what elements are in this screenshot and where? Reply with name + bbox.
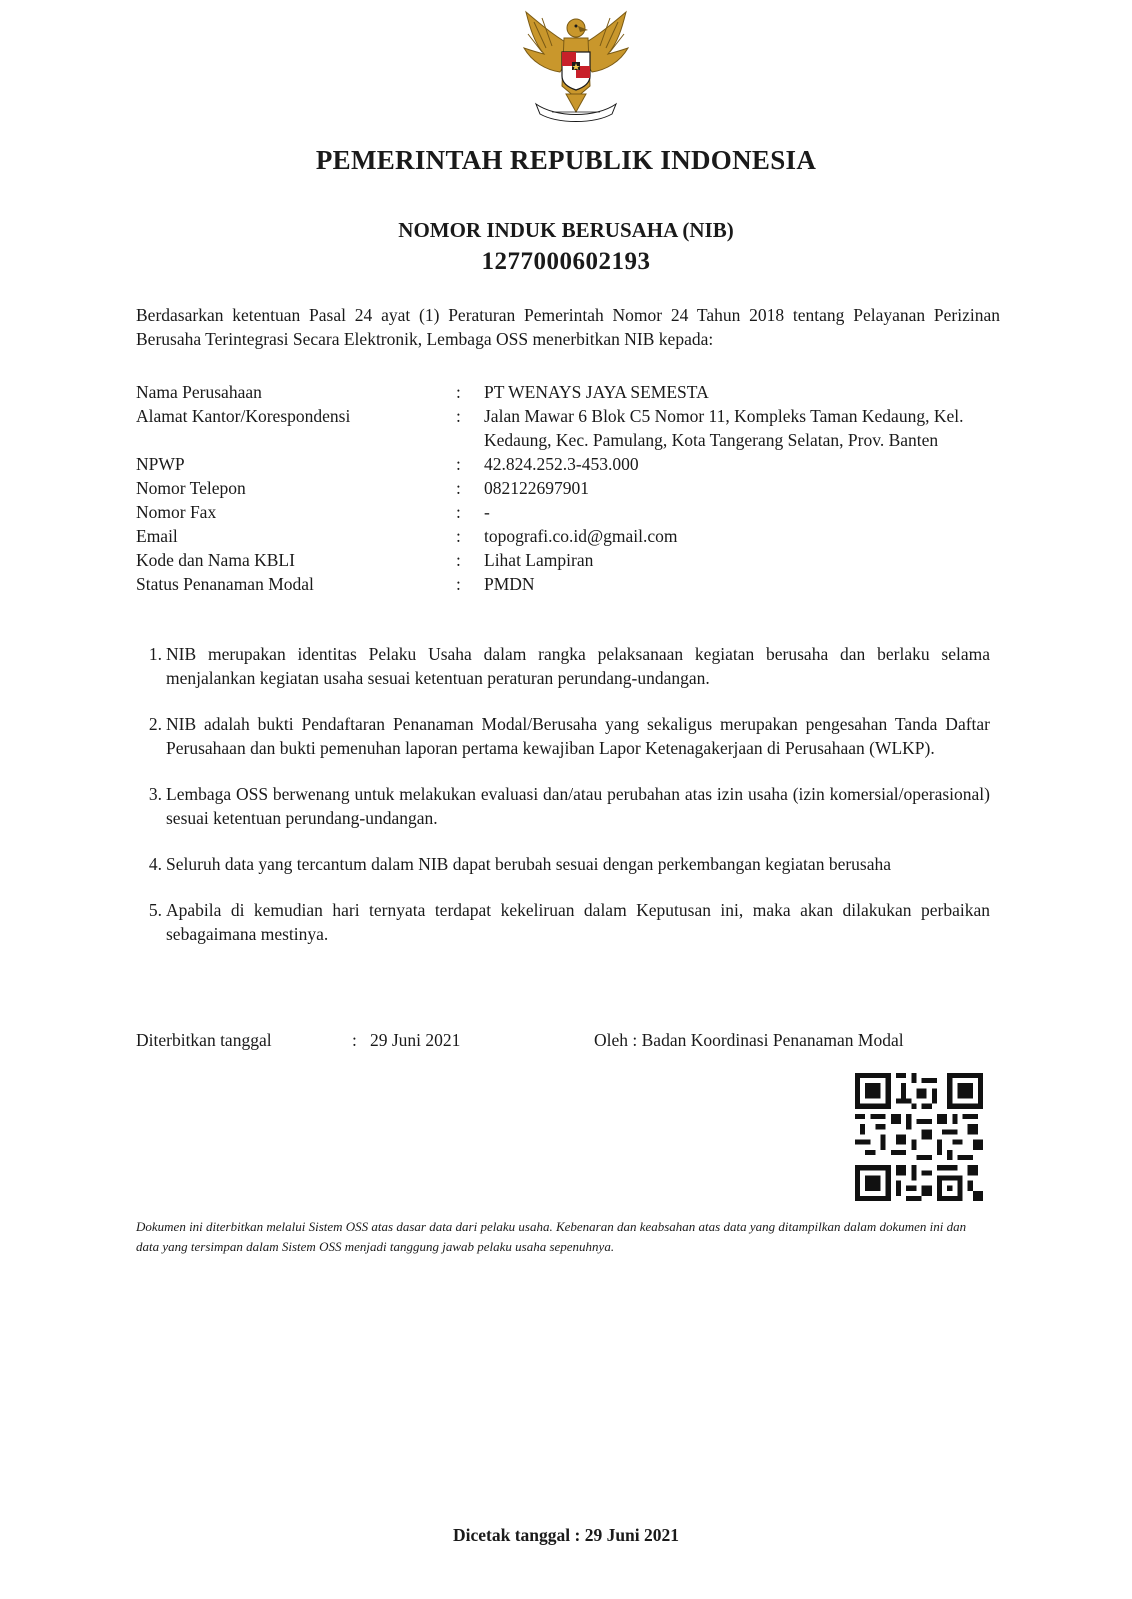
info-colon: : [456,526,461,546]
info-value: 42.824.252.3-453.000 [484,454,639,474]
issued-date-colon: : [352,1030,357,1050]
info-row-company-name [136,380,1000,404]
note-item [136,898,990,946]
info-colon: : [456,574,461,594]
issued-date-label: Diterbitkan tanggal [136,1030,272,1050]
nib-number: 1277000602193 [481,248,651,275]
info-row-fax [136,500,1000,524]
qr-code-icon [855,1073,983,1201]
info-label: Kode dan Nama KBLI [136,550,295,570]
info-colon: : [456,454,461,474]
info-colon: : [456,550,461,570]
issued-date-value: 29 Juni 2021 [370,1030,461,1050]
disclaimer-text: Dokumen ini diterbitkan melalui Sistem OSS atas dasar data dari pelaku usaha. Kebenaran dan keabsahan atas data yang ditampilkan dalam dokumen ini dan data yang tersimpan dalam Sistem OSS menjadi tanggung jawab pelaku usaha sepenuhnya. [136,1219,967,1254]
note-number: 2. [148,714,162,734]
info-value: Lihat Lampiran [484,550,594,570]
info-row-email [136,524,1000,548]
government-title: PEMERINTAH REPUBLIK INDONESIA [315,145,817,175]
notes-list [136,642,990,968]
note-text: NIB adalah bukti Pendaftaran Penanaman Modal/Berusaha yang sekaligus merupakan pengesahan Tanda Daftar Perusahaan dan bukti pemenuhan laporan pertama kewajiban Lapor Ketenagakerjaan di Perusahaan (WLKP). [166,714,990,758]
info-value: - [484,502,490,522]
info-label: Email [136,526,178,546]
note-number: 5. [148,900,162,920]
info-colon: : [456,406,461,426]
note-number: 1. [148,644,162,664]
info-colon: : [456,382,461,402]
info-label: Nomor Fax [136,502,217,522]
nib-heading: NOMOR INDUK BERUSAHA (NIB) [398,218,734,242]
info-row-npwp [136,452,1000,476]
info-colon: : [456,502,461,522]
note-item [136,782,990,830]
info-colon: : [456,478,461,498]
printed-date: Dicetak tanggal : 29 Juni 2021 [452,1525,680,1545]
info-value: PT WENAYS JAYA SEMESTA [484,382,709,402]
info-row-investment-status [136,572,1000,596]
note-text: Lembaga OSS berwenang untuk melakukan evaluasi dan/atau perubahan atas izin usaha (izin komersial/operasional) sesuai ketentuan perundang-undangan. [166,784,990,828]
info-label: Status Penanaman Modal [136,574,314,594]
info-label: Nomor Telepon [136,478,246,498]
note-item [136,712,990,760]
intro-paragraph: Berdasarkan ketentuan Pasal 24 ayat (1) Peraturan Pemerintah Nomor 24 Tahun 2018 tentang Pelayanan Perizinan Berusaha Terintegrasi Secara Elektronik, Lembaga OSS menerbitkan NIB kepada: [136,305,1000,349]
note-text: Seluruh data yang tercantum dalam NIB dapat berubah sesuai dengan perkembangan kegiatan berusaha [166,854,892,874]
note-item [136,642,990,690]
info-label: NPWP [136,454,185,474]
info-value: Jalan Mawar 6 Blok C5 Nomor 11, Kompleks Taman Kedaung, Kel. Kedaung, Kec. Pamulang, Kota Tangerang Selatan, Prov. Banten [484,406,964,450]
info-value: PMDN [484,574,535,594]
info-row-address [136,404,1000,452]
note-number: 4. [148,854,162,874]
note-item [136,852,990,876]
issuing-agency: Oleh : Badan Koordinasi Penanaman Modal [594,1030,904,1050]
company-info-table [136,380,1000,596]
info-label: Alamat Kantor/Korespondensi [136,406,351,426]
note-text: NIB merupakan identitas Pelaku Usaha dalam rangka pelaksanaan kegiatan berusaha dan berlaku selama menjalankan kegiatan usaha sesuai ketentuan peraturan perundang-undangan. [166,644,990,688]
info-label: Nama Perusahaan [136,382,262,402]
info-row-kbli [136,548,1000,572]
garuda-emblem-icon [516,8,636,128]
info-row-phone [136,476,1000,500]
info-value: 082122697901 [484,478,589,498]
note-number: 3. [148,784,162,804]
info-value: topografi.co.id@gmail.com [484,526,678,546]
note-text: Apabila di kemudian hari ternyata terdapat kekeliruan dalam Keputusan ini, maka akan dilakukan perbaikan sebagaimana mestinya. [166,900,990,944]
